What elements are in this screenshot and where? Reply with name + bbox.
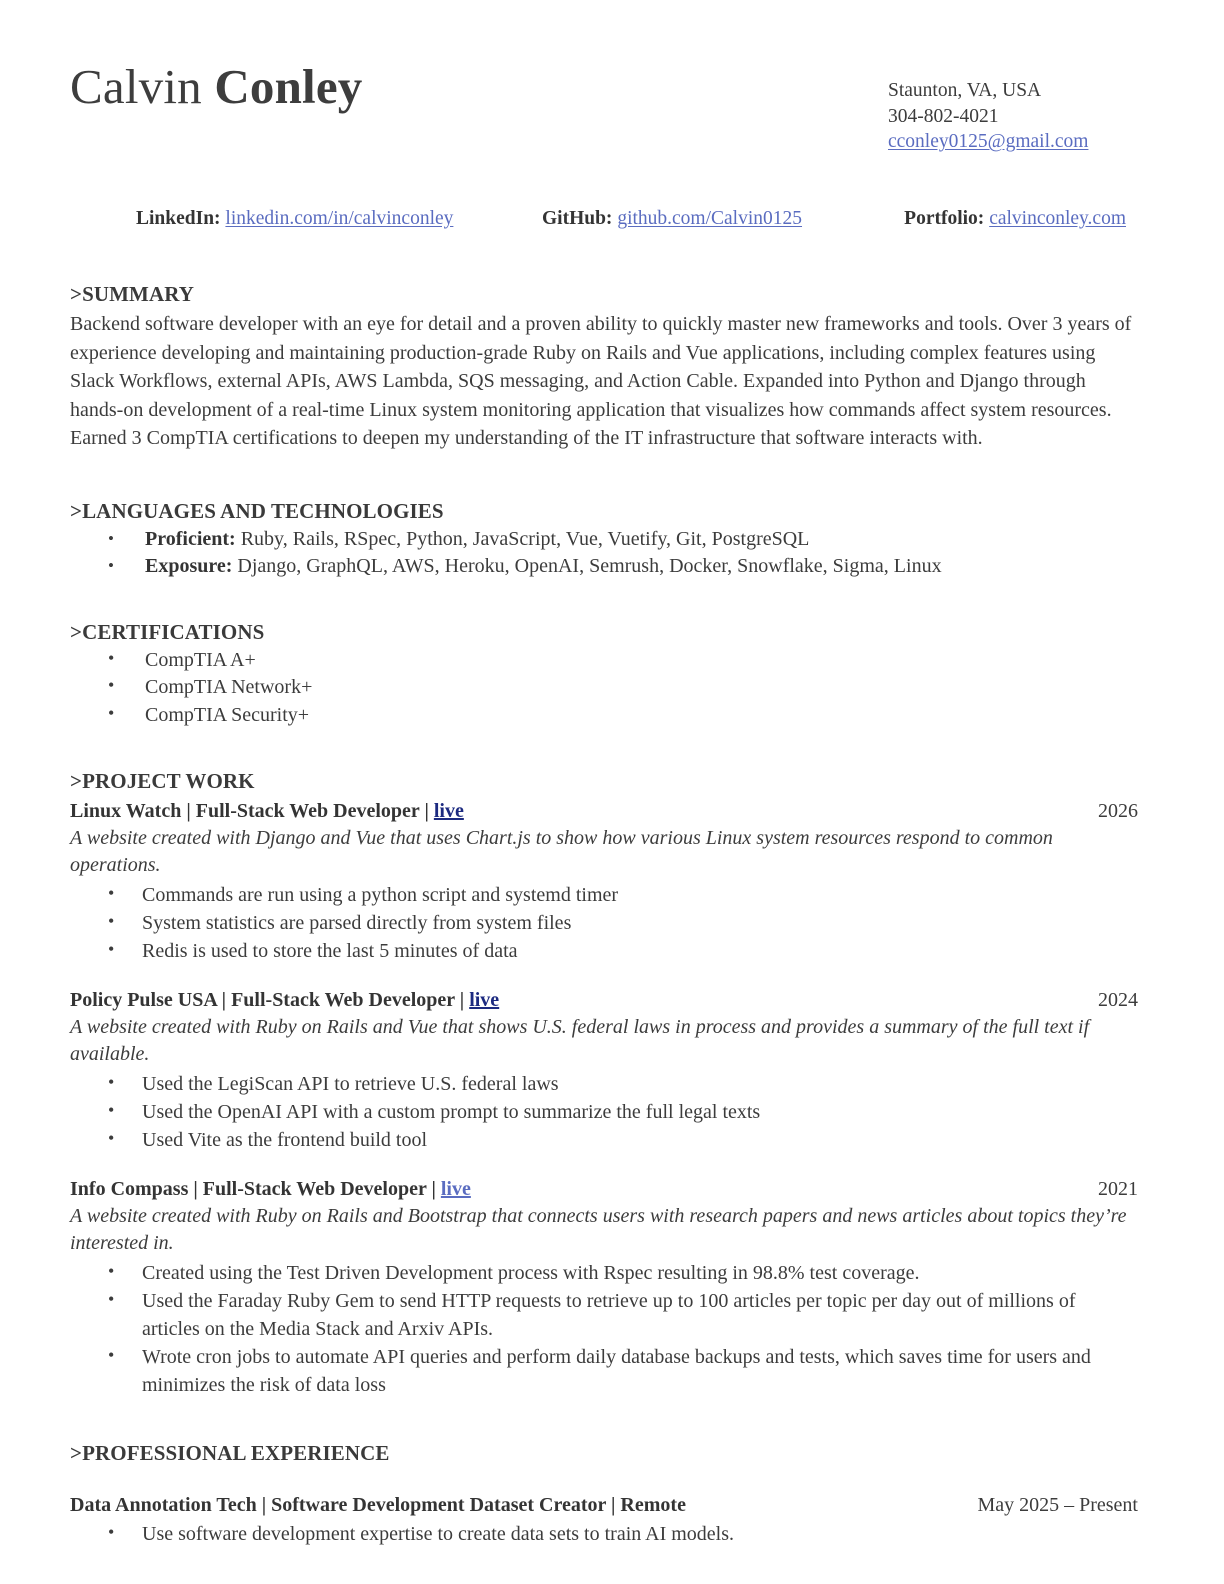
list-item: • Wrote cron jobs to automate API queries and perform daily database backups and tests, which saves time for users and minimizes the risk of data loss — [70, 1343, 1138, 1399]
languages-item-1-label: Exposure: — [145, 554, 233, 577]
github-entry — [542, 208, 802, 230]
job-0-heading: Data Annotation Tech | Software Development Dataset Creator | Remote — [70, 1494, 686, 1516]
list-item: • CompTIA Security+ — [70, 702, 1138, 730]
section-projects — [70, 769, 1138, 1399]
project-2-description: A website created with Ruby on Rails and Bootstrap that connects users with research papers and news articles about topics they’re interested in. — [70, 1205, 1127, 1254]
languages-item-0-value: Ruby, Rails, RSpec, Python, JavaScript, Vue, Vuetify, Git, PostgreSQL — [235, 527, 810, 550]
list-item — [70, 526, 1138, 553]
project-1-live-link[interactable]: live — [469, 989, 500, 1011]
project-0-year: 2026 — [1098, 800, 1138, 822]
project-0-bullets — [70, 881, 1138, 965]
project-1-header — [70, 987, 1138, 1013]
list-item: • Redis is used to store the last 5 minutes of data — [70, 937, 1138, 965]
project-entry — [70, 987, 1138, 1154]
project-0-header — [70, 798, 1138, 824]
project-entry — [70, 798, 1138, 965]
project-2-title-group — [70, 1178, 471, 1200]
list-item — [70, 553, 1138, 580]
job-0-bullets — [70, 1520, 1138, 1548]
list-item: • CompTIA A+ — [70, 647, 1138, 675]
project-0-description: A website created with Django and Vue that uses Chart.js to show how various Linux system resources respond to common operations. — [70, 827, 1053, 876]
linkedin-label: LinkedIn: — [136, 208, 221, 229]
languages-heading: >LANGUAGES AND TECHNOLOGIES — [70, 498, 444, 523]
project-1-bullets — [70, 1070, 1138, 1154]
project-0-live-link[interactable]: live — [433, 800, 464, 822]
project-1-title: Policy Pulse USA | Full-Stack Web Developer | — [70, 989, 465, 1011]
project-1-description: A website created with Ruby on Rails and Vue that shows U.S. federal laws in process and provides a summary of the full text if available. — [70, 1016, 1090, 1065]
list-item: • Used the OpenAI API with a custom prompt to summarize the full legal texts — [70, 1098, 1138, 1126]
list-item: • Used the LegiScan API to retrieve U.S. federal laws — [70, 1070, 1138, 1098]
list-item: • CompTIA Network+ — [70, 674, 1138, 702]
job-entry — [70, 1492, 1138, 1548]
github-link[interactable]: github.com/Calvin0125 — [617, 208, 803, 229]
list-item: • Used Vite as the frontend build tool — [70, 1126, 1138, 1154]
list-item: • Commands are run using a python script and systemd timer — [70, 881, 1138, 909]
last-name: Conley — [214, 59, 363, 114]
list-item: • Use software development expertise to create data sets to train AI models. — [70, 1520, 1138, 1548]
project-1-year: 2024 — [1098, 989, 1138, 1011]
section-languages — [70, 499, 1138, 580]
languages-list — [70, 526, 1138, 580]
list-item: • Used the Faraday Ruby Gem to send HTTP requests to retrieve up to 100 articles per topic per day out of millions of articles on the Media Stack and Arxiv APIs. — [70, 1287, 1138, 1343]
project-2-title: Info Compass | Full-Stack Web Developer | — [70, 1178, 436, 1200]
languages-item-1-value: Django, GraphQL, AWS, Heroku, OpenAI, Semrush, Docker, Snowflake, Sigma, Linux — [232, 554, 942, 577]
certifications-list — [70, 647, 1138, 730]
portfolio-link[interactable]: calvinconley.com — [989, 208, 1126, 229]
github-label: GitHub: — [542, 208, 613, 229]
certifications-heading: >CERTIFICATIONS — [70, 619, 265, 644]
contact-email-link[interactable]: cconley0125@gmail.com — [888, 131, 1089, 152]
summary-heading: >SUMMARY — [70, 282, 195, 306]
list-item: • System statistics are parsed directly from system files — [70, 909, 1138, 937]
linkedin-link[interactable]: linkedin.com/in/calvinconley — [225, 208, 454, 229]
languages-item-0-label: Proficient: — [145, 527, 236, 550]
summary-text: Backend software developer with an eye for detail and a proven ability to quickly master new frameworks and tools. Over 3 years of experience developing and maintaining production-grade Ruby on Rails and Vue applications, including complex features using Slack Workflows, external APIs, AWS Lambda, SQS messaging, and Action Cable. Expanded into Python and Django through hands-on development of a real-time Linux system monitoring application that visualizes how commands affect system resources. Earned 3 CompTIA certifications to deepen my understanding of the IT infrastructure that software interacts with. — [70, 313, 1132, 449]
section-certifications — [70, 620, 1138, 730]
experience-heading: >PROFESSIONAL EXPERIENCE — [70, 1441, 390, 1465]
job-0-period: May 2025 – Present — [977, 1494, 1138, 1516]
page-title — [70, 59, 363, 114]
project-2-header — [70, 1176, 1138, 1202]
project-0-title-group — [70, 800, 464, 822]
job-0-header — [70, 1492, 1138, 1518]
project-2-year: 2021 — [1098, 1178, 1138, 1200]
project-entry — [70, 1176, 1138, 1399]
section-summary — [70, 282, 1138, 453]
portfolio-label: Portfolio: — [904, 208, 985, 229]
profile-links-row — [70, 208, 1138, 236]
linkedin-entry — [136, 208, 453, 230]
contact-phone: 304-802-4021 — [888, 105, 999, 127]
project-2-live-link[interactable]: live — [440, 1178, 471, 1200]
portfolio-entry — [904, 208, 1126, 230]
project-0-title: Linux Watch | Full-Stack Web Developer | — [70, 800, 429, 822]
project-1-title-group — [70, 989, 499, 1011]
contact-block — [888, 78, 1138, 155]
section-experience — [70, 1441, 1138, 1548]
project-2-bullets — [70, 1259, 1138, 1399]
projects-heading: >PROJECT WORK — [70, 769, 255, 793]
contact-location: Staunton, VA, USA — [888, 80, 1042, 101]
first-name: Calvin — [70, 59, 202, 114]
resume-header — [70, 0, 1138, 152]
list-item: • Created using the Test Driven Development process with Rspec resulting in 98.8% test coverage. — [70, 1259, 1138, 1287]
